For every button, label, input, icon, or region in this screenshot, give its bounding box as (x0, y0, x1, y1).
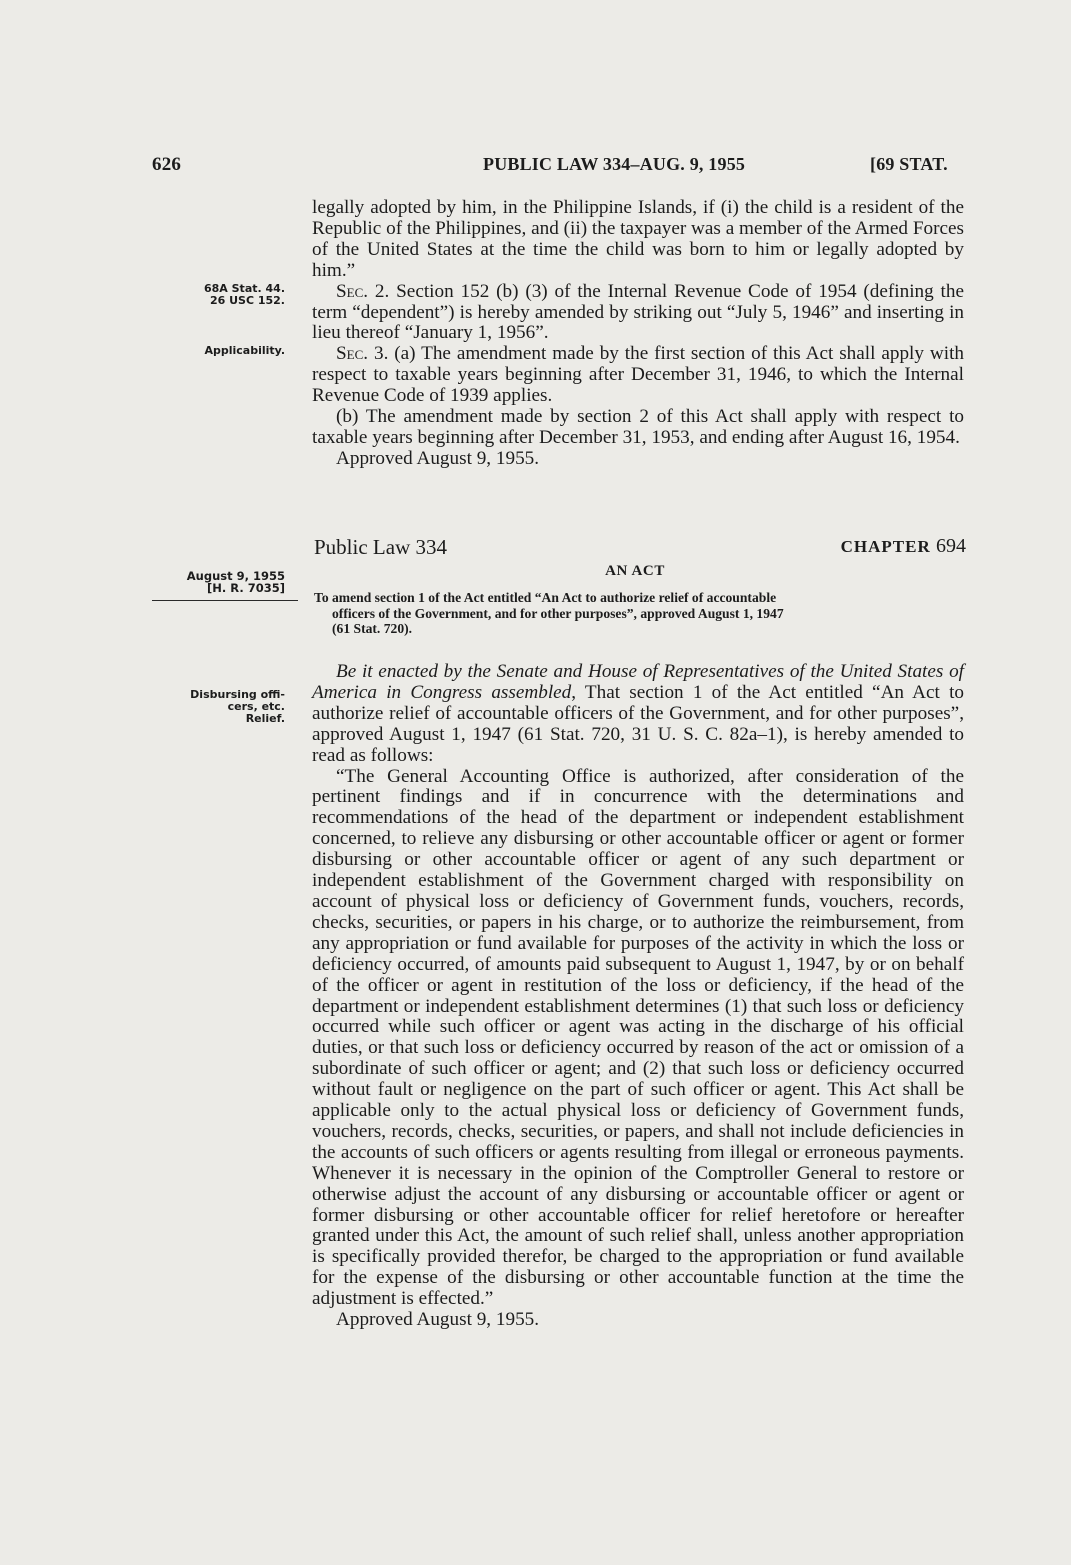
approval-date: Approved August 9, 1955. (336, 1309, 540, 1331)
section-3a-paragraph (312, 344, 964, 407)
section-2-paragraph (312, 282, 964, 345)
chapter-heading (841, 535, 966, 558)
section-2-text: Section 152 (b) (3) of the Internal Revenue Code of 1954 (defining the term “dependent”) is hereby amended by striking out “July 5, 1946” and inserting in lieu thereof “January 1, 1956”. (312, 280, 964, 344)
margin-note-citation-line2: 26 USC 152. (209, 294, 285, 307)
section-3b-paragraph: (b) The amendment made by section 2 of this Act shall apply with respect to taxable years beginning after December 31, 1953, and ending after August 16, 1954. (312, 406, 964, 448)
enacting-text: , That section 1 of the Act entitled “An Act to authorize relief of accountable officers of the Government, and for other purposes”, approved August 1, 1947 (61 Stat. 720, 31 U. S. C. 82a–1), is hereby amended to read as follows: (312, 681, 964, 766)
purpose-line: (61 Stat. 720). (332, 621, 413, 637)
purpose-line: To amend section 1 of the Act entitled “An Act to authorize relief of accountable (314, 590, 777, 605)
section-2-label: Sec. 2. (336, 280, 390, 302)
margin-rule (152, 600, 298, 601)
page-number: 626 (152, 154, 182, 175)
an-act-heading: AN ACT (605, 563, 665, 579)
margin-note-disbursing-line1: Disbursing offi- (190, 688, 285, 701)
act-body (312, 662, 964, 1331)
chapter-number: 694 (936, 535, 966, 557)
margin-note-applicability: Applicability. (204, 344, 285, 357)
approval-date: Approved August 9, 1955. (336, 447, 540, 469)
law-heading (314, 535, 966, 561)
continued-paragraph: legally adopted by him, in the Philippine Islands, if (i) the child is a resident of the Republic of the Philippines, and (ii) the taxpayer was a member of the Armed Forces of the United States at the time the child was born to him or legally adopted by him.” (312, 197, 964, 281)
margin-note-bill-number: [H. R. 7035] (207, 581, 285, 595)
margin-note-citation (150, 283, 285, 307)
margin-note-disbursing (150, 689, 285, 725)
enacting-clause (312, 662, 964, 767)
margin-note-date-line1: August 9, 1955 (186, 569, 285, 583)
margin-note-disbursing-line3: Relief. (245, 712, 285, 725)
chapter-label: CHAPTER (840, 537, 931, 556)
previous-law-text (312, 198, 964, 470)
section-3a-text: (a) The amendment made by the first section of this Act shall apply with respect to taxable years beginning after December 31, 1946, to which the Internal Revenue Code of 1939 applies. (312, 343, 964, 407)
act-purpose (314, 590, 966, 637)
running-head-title: PUBLIC LAW 334–AUG. 9, 1955 (483, 154, 746, 174)
section-3-label: Sec. 3. (336, 343, 389, 365)
margin-note-citation-line1: 68A Stat. 44. (203, 282, 285, 295)
statute-reference: [69 STAT. (870, 154, 948, 174)
gao-authorization-paragraph: “The General Accounting Office is authorized, after consideration of the pertinent findings and if in concurrence with the determinations and recommendations of the head of the department or independent establishment concerned, to relieve any disbursing or other accountable officer or agent or former disbursing or other accountable officer or agent of any such department or independent establishment of the Government charged with responsibility on account of physical loss or deficiency of Government funds, vouchers, records, checks, securities, or papers in his charge, or to authorize the reimbursement, from any appropriation or fund available for purposes of the activity in which the loss or deficiency occurred, of amounts paid subsequent to August 1, 1947, by or on behalf of the officer or agent in restitution of the loss or deficiency, if the head of the department or independent establishment determines (1) that such loss or deficiency occurred while such officer or agent was acting in the discharge of his official duties, or that such loss or deficiency occurred by reason of the act or omission of a subordinate of such officer or agent; and (2) that such loss or deficiency occurred without fault or negligence on the part of such officer or agent. This Act shall be applicable only to the actual physical loss or deficiency of Government funds, vouchers, records, checks, securities, or papers, and shall not include deficiencies in the accounts of such officers or agents resulting from illegal or erroneous payments. Whenever it is necessary in the opinion of the Comptroller General to restore or otherwise adjust the account of any disbursing or accountable officer or agent or former disbursing or other accountable officer for relief heretofore or hereafter granted under this Act, the amount of such relief shall, unless another appropriation is specifically provided therefor, be charged to the appropriation or fund available for the expense of the disbursing or other accountable function at the time the adjustment is effected.” (312, 765, 964, 1310)
public-law-number: Public Law 334 (314, 535, 447, 559)
margin-note-disbursing-line2: cers, etc. (227, 700, 285, 713)
purpose-line: officers of the Government, and for other purposes”, approved August 1, 1947 (332, 605, 784, 621)
enacting-formula: Be it enacted by the Senate and House of Representatives of the United States of America in Congress assembled (312, 661, 964, 703)
